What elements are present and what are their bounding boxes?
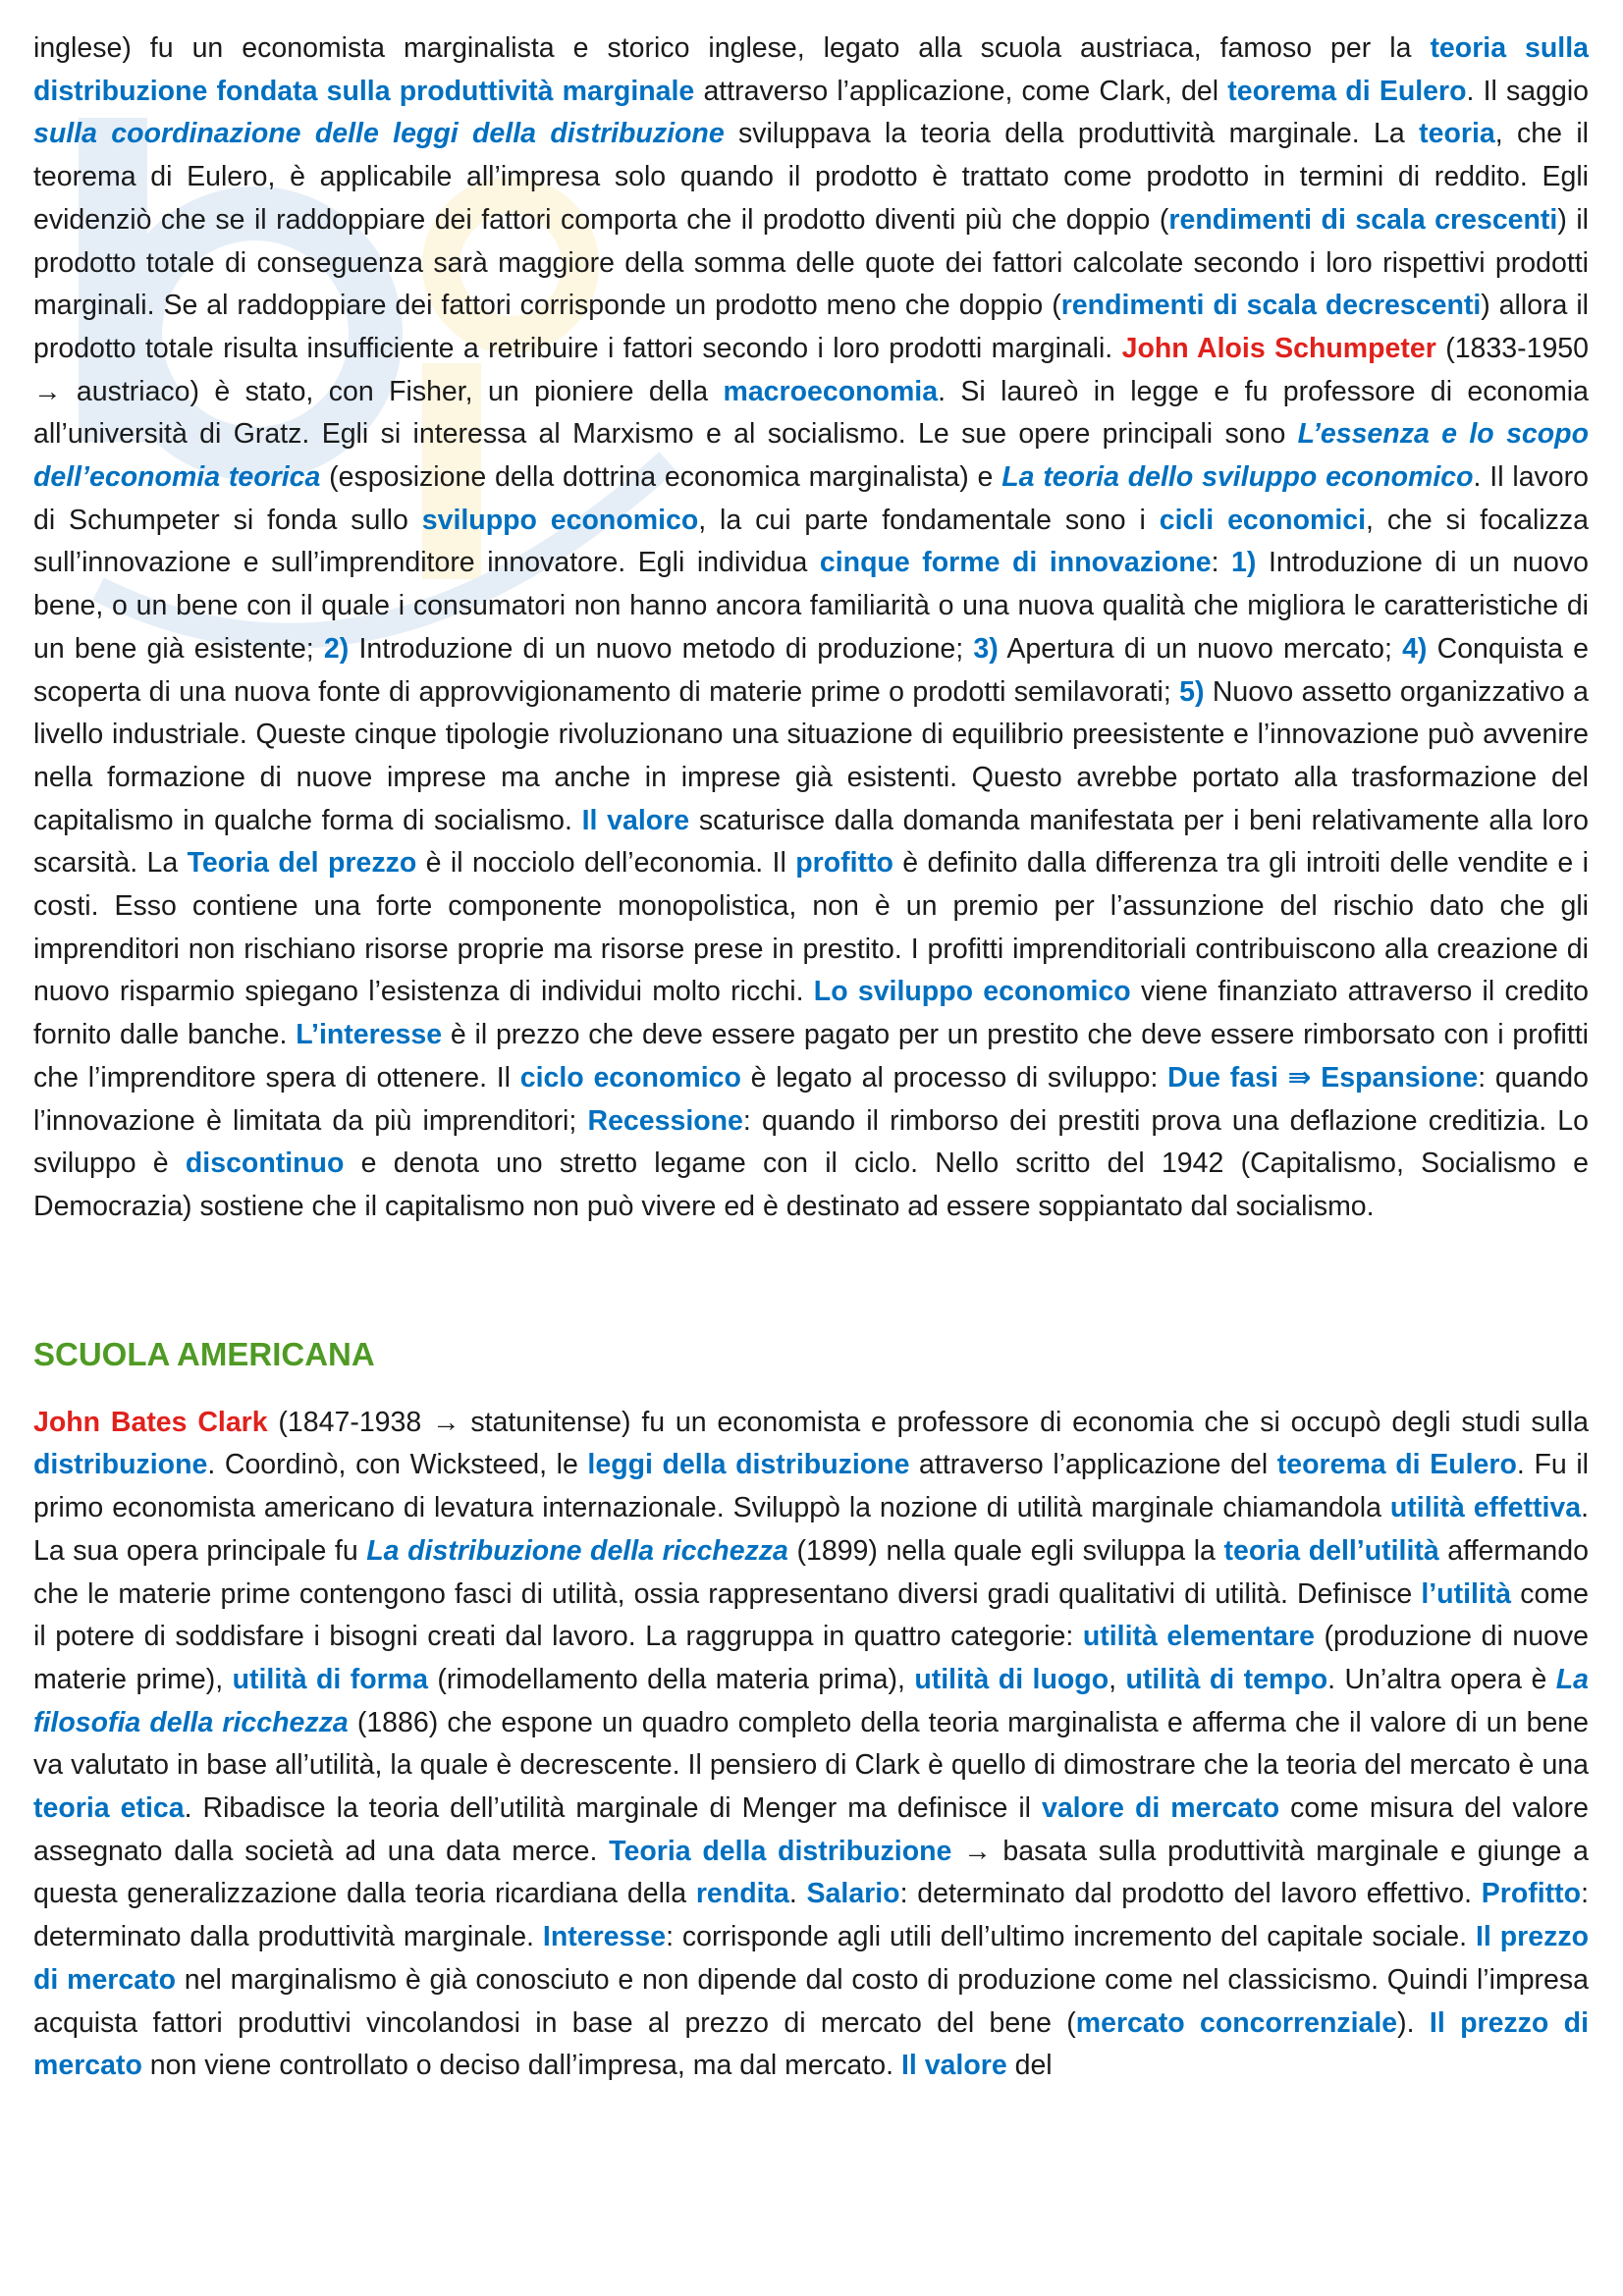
- highlighted-term: leggi della distribuzione: [587, 1449, 910, 1481]
- highlighted-term: utilità di forma: [232, 1663, 428, 1695]
- highlighted-term: Lo sviluppo economico: [813, 976, 1131, 1008]
- highlighted-term: rendimenti di scala decrescenti: [1060, 290, 1482, 322]
- text-run: è il prezzo che deve essere pagato per un prestito che deve essere rimborsato con i profitti che l’imprenditore spera di ottenere. Il: [33, 1019, 1589, 1094]
- highlighted-term: Due fasi: [1167, 1061, 1278, 1094]
- text-run: viene finanziato attraverso il credito fornito dalle banche.: [33, 976, 1589, 1051]
- highlighted-term: valore di mercato: [1041, 1792, 1280, 1825]
- text-run: Apertura di un nuovo mercato;: [998, 632, 1403, 665]
- text-run: . Un’altra opera è: [1327, 1663, 1556, 1695]
- text-run: (1899) nella quale egli sviluppa la: [787, 1534, 1224, 1567]
- highlighted-term: Interesse: [542, 1921, 667, 1953]
- text-run: Introduzione di un nuovo metodo di produzione;: [349, 632, 974, 665]
- highlighted-term: profitto: [795, 847, 893, 880]
- highlighted-term: sulla coordinazione delle leggi della distribuzione: [33, 118, 725, 150]
- text-run: (esposizione della dottrina economica marginalista) e: [320, 461, 1002, 494]
- section-heading: SCUOLA AMERICANA: [33, 1335, 375, 1372]
- highlighted-term: sviluppo economico: [421, 504, 699, 536]
- text-run: ) allora il prodotto totale risulta insufficiente a retribuire i fattori secondo i loro prodotti marginali.: [33, 290, 1590, 364]
- highlighted-term: Recessione: [587, 1104, 743, 1137]
- highlighted-term: Profitto: [1481, 1878, 1582, 1910]
- highlighted-term: cinque forme di innovazione: [819, 547, 1212, 579]
- text-run: : quando il rimborso dei prestiti prova una deflazione creditizia. Lo sviluppo è: [33, 1104, 1590, 1180]
- highlighted-term: 3): [973, 632, 999, 665]
- text-run: . Il saggio: [1466, 75, 1590, 107]
- highlighted-term: La distribuzione della ricchezza: [366, 1534, 788, 1567]
- text-run: (1847-1938 → statunitense) fu un economista e professore di economia che si occupò degli studi sulla: [267, 1406, 1589, 1438]
- highlighted-term: cicli economici: [1159, 504, 1367, 536]
- paragraph-wicksteed-schumpeter: [33, 27, 1589, 1229]
- text-run: :: [1211, 547, 1232, 579]
- text-run: Nuovo assetto organizzativo a livello industriale. Queste cinque tipologie rivoluzionano una situazione di equilibrio preesistente e l’innovazione può avvenire nella formazione di nuove imprese ma anche in imprese già esistenti. Questo avrebbe portato alla trasformazione del capitalismo in qualche forma di socialismo.: [33, 675, 1589, 836]
- highlighted-term: utilità di tempo: [1125, 1663, 1328, 1695]
- paragraph-clark: [33, 1402, 1589, 2088]
- text-run: (1886) che espone un quadro completo della teoria marginalista e afferma che il valore di un bene va valutato in base all’utilità, la quale è decrescente. Il pensiero di Clark è quello di dimostrare che la teoria del mercato è una: [33, 1706, 1589, 1782]
- highlighted-term: teoria: [1419, 118, 1495, 150]
- text-run: Introduzione di un nuovo bene, o un bene con il quale i consumatori non hanno ancora familiarità o una nuova qualità che migliora le caratteristiche di un bene già esistente;: [33, 547, 1589, 665]
- highlighted-term: teoria sulla distribuzione fondata sulla produttività marginale: [33, 32, 1589, 107]
- text-run: affermando che le materie prime contengono fasci di utilità, ossia rappresentano diversi gradi qualitativi di utilità. Definisce: [33, 1534, 1589, 1610]
- text-run: : corrisponde agli utili dell’ultimo incremento del capitale sociale.: [666, 1921, 1476, 1953]
- highlighted-term: L’essenza e lo scopo dell’economia teorica: [33, 418, 1589, 494]
- text-run: è definito dalla differenza tra gli introiti delle vendite e i costi. Esso contiene una forte componente monopolistica, non è un premio per l’assunzione del rischio dato che gli imprenditori non rischiano risorse proprie ma risorse prese in prestito. I profitti imprenditoriali contribuiscono alla creazione di nuovo risparmio spiegano l’esistenza di individui molto ricchi.: [33, 847, 1590, 1008]
- highlighted-term: Teoria della distribuzione: [609, 1835, 952, 1867]
- highlighted-term: Il prezzo di mercato: [33, 1921, 1590, 1996]
- highlighted-term: teorema di Eulero: [1276, 1449, 1517, 1481]
- text-run: ).: [1397, 2006, 1430, 2039]
- text-run: è il nocciolo dell’economia. Il: [416, 847, 796, 880]
- text-run: , che il teorema di Eulero, è applicabile all’impresa solo quando il prodotto è trattato come prodotto in termini di reddito. Egli evidenziò che se il raddoppiare dei fattori comporta che il prodotto diventi più che doppio (: [33, 118, 1589, 236]
- text-run: (rimodellamento della materia prima),: [427, 1663, 915, 1695]
- text-run: . Fu il primo economista americano di levatura internazionale. Sviluppò la nozione di utilità marginale chiamandola: [33, 1449, 1589, 1524]
- text-run: : quando l’innovazione è limitata da più imprenditori;: [33, 1061, 1589, 1137]
- text-run: Conquista e scoperta di una nuova fonte di approvvigionamento di materie prime o prodotti semilavorati;: [33, 632, 1589, 708]
- text-run: → basata sulla produttività marginale e giunge a questa generalizzazione dalla teoria ricardiana della: [33, 1835, 1589, 1910]
- highlighted-term: utilità effettiva: [1389, 1492, 1582, 1524]
- text-run: (1833-1950 → austriaco) è stato, con Fisher, un pioniere della: [33, 332, 1589, 407]
- text-run: , che si focalizza sull’innovazione e sull’imprenditore innovatore. Egli individua: [33, 504, 1589, 579]
- highlighted-term: rendita: [695, 1878, 789, 1910]
- highlighted-term: distribuzione: [33, 1449, 208, 1481]
- text-run: , la cui parte fondamentale sono i: [698, 504, 1160, 536]
- document-body: [33, 27, 1589, 2088]
- text-run: come misura del valore assegnato dalla società ad una data merce.: [33, 1792, 1589, 1867]
- text-run: attraverso l’applicazione, come Clark, del: [694, 75, 1228, 107]
- text-run: : determinato dal prodotto del lavoro effettivo.: [899, 1878, 1482, 1910]
- highlighted-term: 4): [1402, 632, 1428, 665]
- highlighted-term: teoria etica: [33, 1792, 185, 1825]
- highlighted-term: utilità di luogo: [914, 1663, 1109, 1695]
- highlighted-term: ciclo economico: [519, 1061, 741, 1094]
- text-run: : determinato dalla produttività marginale.: [33, 1878, 1589, 1953]
- text-run: .: [788, 1878, 807, 1910]
- text-run: . La sua opera principale fu: [33, 1492, 1590, 1567]
- text-run: ) il prodotto totale di conseguenza sarà maggiore della somma delle quote dei fattori calcolate secondo i loro rispettivi prodotti marginali. Se al raddoppiare dei fattori corrisponde un prodotto meno che doppio (: [33, 203, 1590, 322]
- highlighted-term: Il prezzo di mercato: [33, 2006, 1590, 2082]
- highlighted-term: macroeconomia: [723, 375, 939, 407]
- text-run: . Si laureò in legge e fu professore di economia all’università di Gratz. Egli si interessa al Marxismo e al socialismo. Le sue opere principali sono: [33, 375, 1589, 451]
- highlighted-term: discontinuo: [185, 1148, 345, 1180]
- highlighted-term: utilità elementare: [1082, 1621, 1315, 1653]
- highlighted-term: teoria dell’utilità: [1223, 1534, 1439, 1567]
- text-run: non viene controllato o deciso dall’impresa, ma dal mercato.: [141, 2050, 901, 2082]
- highlighted-term: mercato concorrenziale: [1075, 2006, 1398, 2039]
- highlighted-term: teorema di Eulero: [1227, 75, 1467, 107]
- person-name-clark: John Bates Clark: [33, 1406, 268, 1438]
- text-run: e denota uno stretto legame con il ciclo. Nello scritto del 1942 (Capitalismo, Socialismo e Democrazia) sostiene che il capitalismo non può vivere ed è destinato ad essere soppiantato dal socialismo.: [33, 1148, 1589, 1222]
- highlighted-term: La filosofia della ricchezza: [33, 1663, 1590, 1738]
- highlighted-term: 2): [323, 632, 350, 665]
- highlighted-term: ⇛ Espansione: [1277, 1061, 1479, 1094]
- highlighted-term: l’utilità: [1421, 1577, 1512, 1610]
- text-run: attraverso l’applicazione del: [909, 1449, 1277, 1481]
- text-run: del: [1006, 2050, 1053, 2082]
- highlighted-term: rendimenti di scala crescenti: [1168, 203, 1558, 236]
- text-run: . Ribadisce la teoria dell’utilità marginale di Menger ma definisce il: [184, 1792, 1042, 1825]
- text-run: scaturisce dalla domanda manifestata per i beni relativamente alla loro scarsità. La: [33, 804, 1589, 880]
- text-run: come il potere di soddisfare i bisogni creati dal lavoro. La raggruppa in quattro categorie:: [33, 1577, 1589, 1653]
- highlighted-term: Teoria del prezzo: [187, 847, 417, 880]
- highlighted-term: Salario: [806, 1878, 900, 1910]
- text-run: . Coordinò, con Wicksteed, le: [207, 1449, 588, 1481]
- highlighted-term: Il valore: [581, 804, 690, 836]
- text-run: nel marginalismo è già conosciuto e non dipende dal costo di produzione come nel classicismo. Quindi l’impresa acquista fattori produttivi vincolandosi in base al prezzo di mercato del bene (: [33, 1963, 1589, 2039]
- highlighted-term: 1): [1231, 547, 1257, 579]
- text-run: inglese) fu un economista marginalista e storico inglese, legato alla scuola austriaca, famoso per la: [33, 32, 1431, 64]
- highlighted-term: Il valore: [900, 2050, 1007, 2082]
- text-run: è legato al processo di sviluppo:: [740, 1061, 1168, 1094]
- text-run: sviluppava la teoria della produttività marginale. La: [724, 118, 1420, 150]
- person-name-schumpeter: John Alois Schumpeter: [1121, 332, 1436, 364]
- highlighted-term: La teoria dello sviluppo economico: [1001, 461, 1474, 494]
- text-run: . Il lavoro di Schumpeter si fonda sullo: [33, 461, 1589, 536]
- highlighted-term: 5): [1179, 675, 1205, 708]
- highlighted-term: L’interesse: [296, 1019, 443, 1051]
- text-run: ,: [1109, 1663, 1126, 1695]
- text-run: (produzione di nuove materie prime),: [33, 1621, 1589, 1695]
